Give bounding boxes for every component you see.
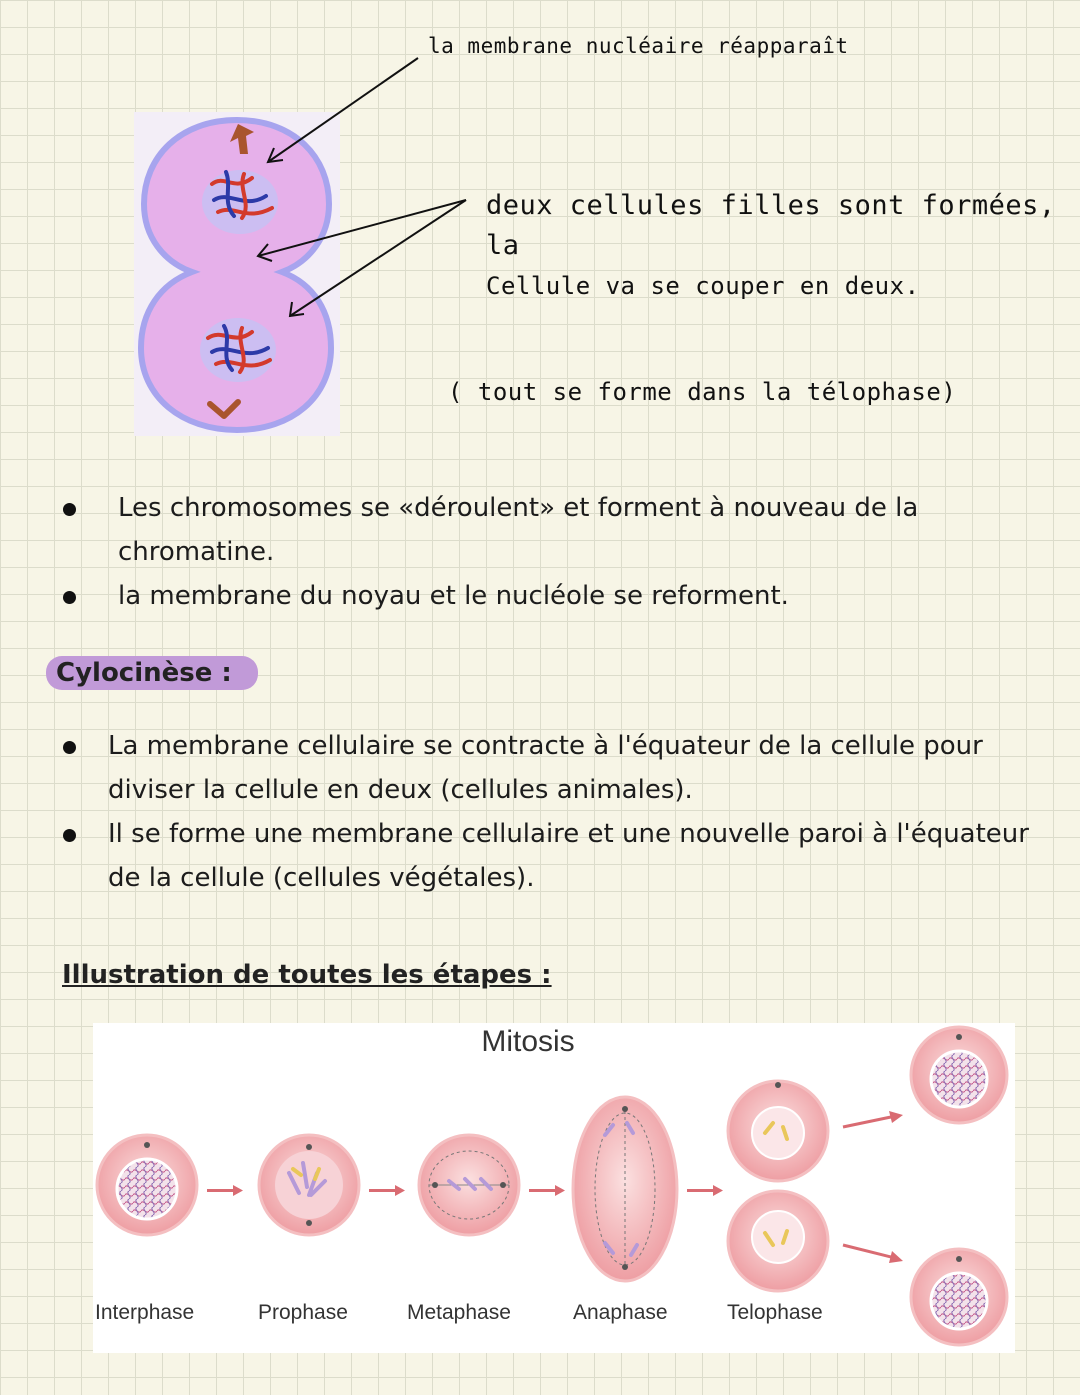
mitosis-figure [93, 1023, 1015, 1353]
anaphase-cell [573, 1097, 677, 1281]
daughter-cells-note [486, 186, 1066, 306]
stage-label-metaphase: Metaphase [407, 1301, 511, 1324]
stage-label-interphase: Interphase [95, 1301, 195, 1324]
mitosis-title: Mitosis [481, 1025, 575, 1058]
prophase-cell [259, 1135, 359, 1235]
list-item: Il se forme une membrane cellulaire et une nouvelle paroi à l'équateur de la cellule (cellules végétales). [60, 812, 1060, 900]
cytokinesis-points-list [60, 724, 1060, 900]
list-item: Les chromosomes se «déroulent» et forment à nouveau de la chromatine. [60, 486, 1000, 574]
illustration-heading: Illustration de toutes les étapes : [62, 960, 552, 990]
daughter-cell-bottom [911, 1249, 1007, 1345]
telophase-points-list [60, 486, 1000, 618]
cytokinesis-heading: Cylocinèse : [46, 656, 258, 690]
list-item: La membrane cellulaire se contracte à l'équateur de la cellule pour diviser la cellule en deux (cellules animales). [60, 724, 1060, 812]
nuclear-membrane-note: la membrane nucléaire réapparaît [428, 34, 849, 58]
daughter-cells-note-line1: deux cellules filles sont formées, la [486, 190, 1056, 261]
list-item: la membrane du noyau et le nucléole se reforment. [60, 574, 1000, 618]
mitosis-stages-drawing [93, 1023, 1015, 1353]
metaphase-cell [419, 1135, 519, 1235]
telophase-cell [728, 1081, 828, 1291]
interphase-cell [97, 1135, 197, 1235]
daughter-cells-note-line2: Cellule va se couper en deux. [486, 272, 920, 300]
stage-label-telophase: Telophase [727, 1301, 823, 1324]
stage-label-anaphase: Anaphase [573, 1301, 668, 1324]
telophase-note: ( tout se forme dans la télophase) [448, 378, 957, 406]
stage-label-prophase: Prophase [258, 1301, 348, 1324]
daughter-cell-top [911, 1027, 1007, 1123]
